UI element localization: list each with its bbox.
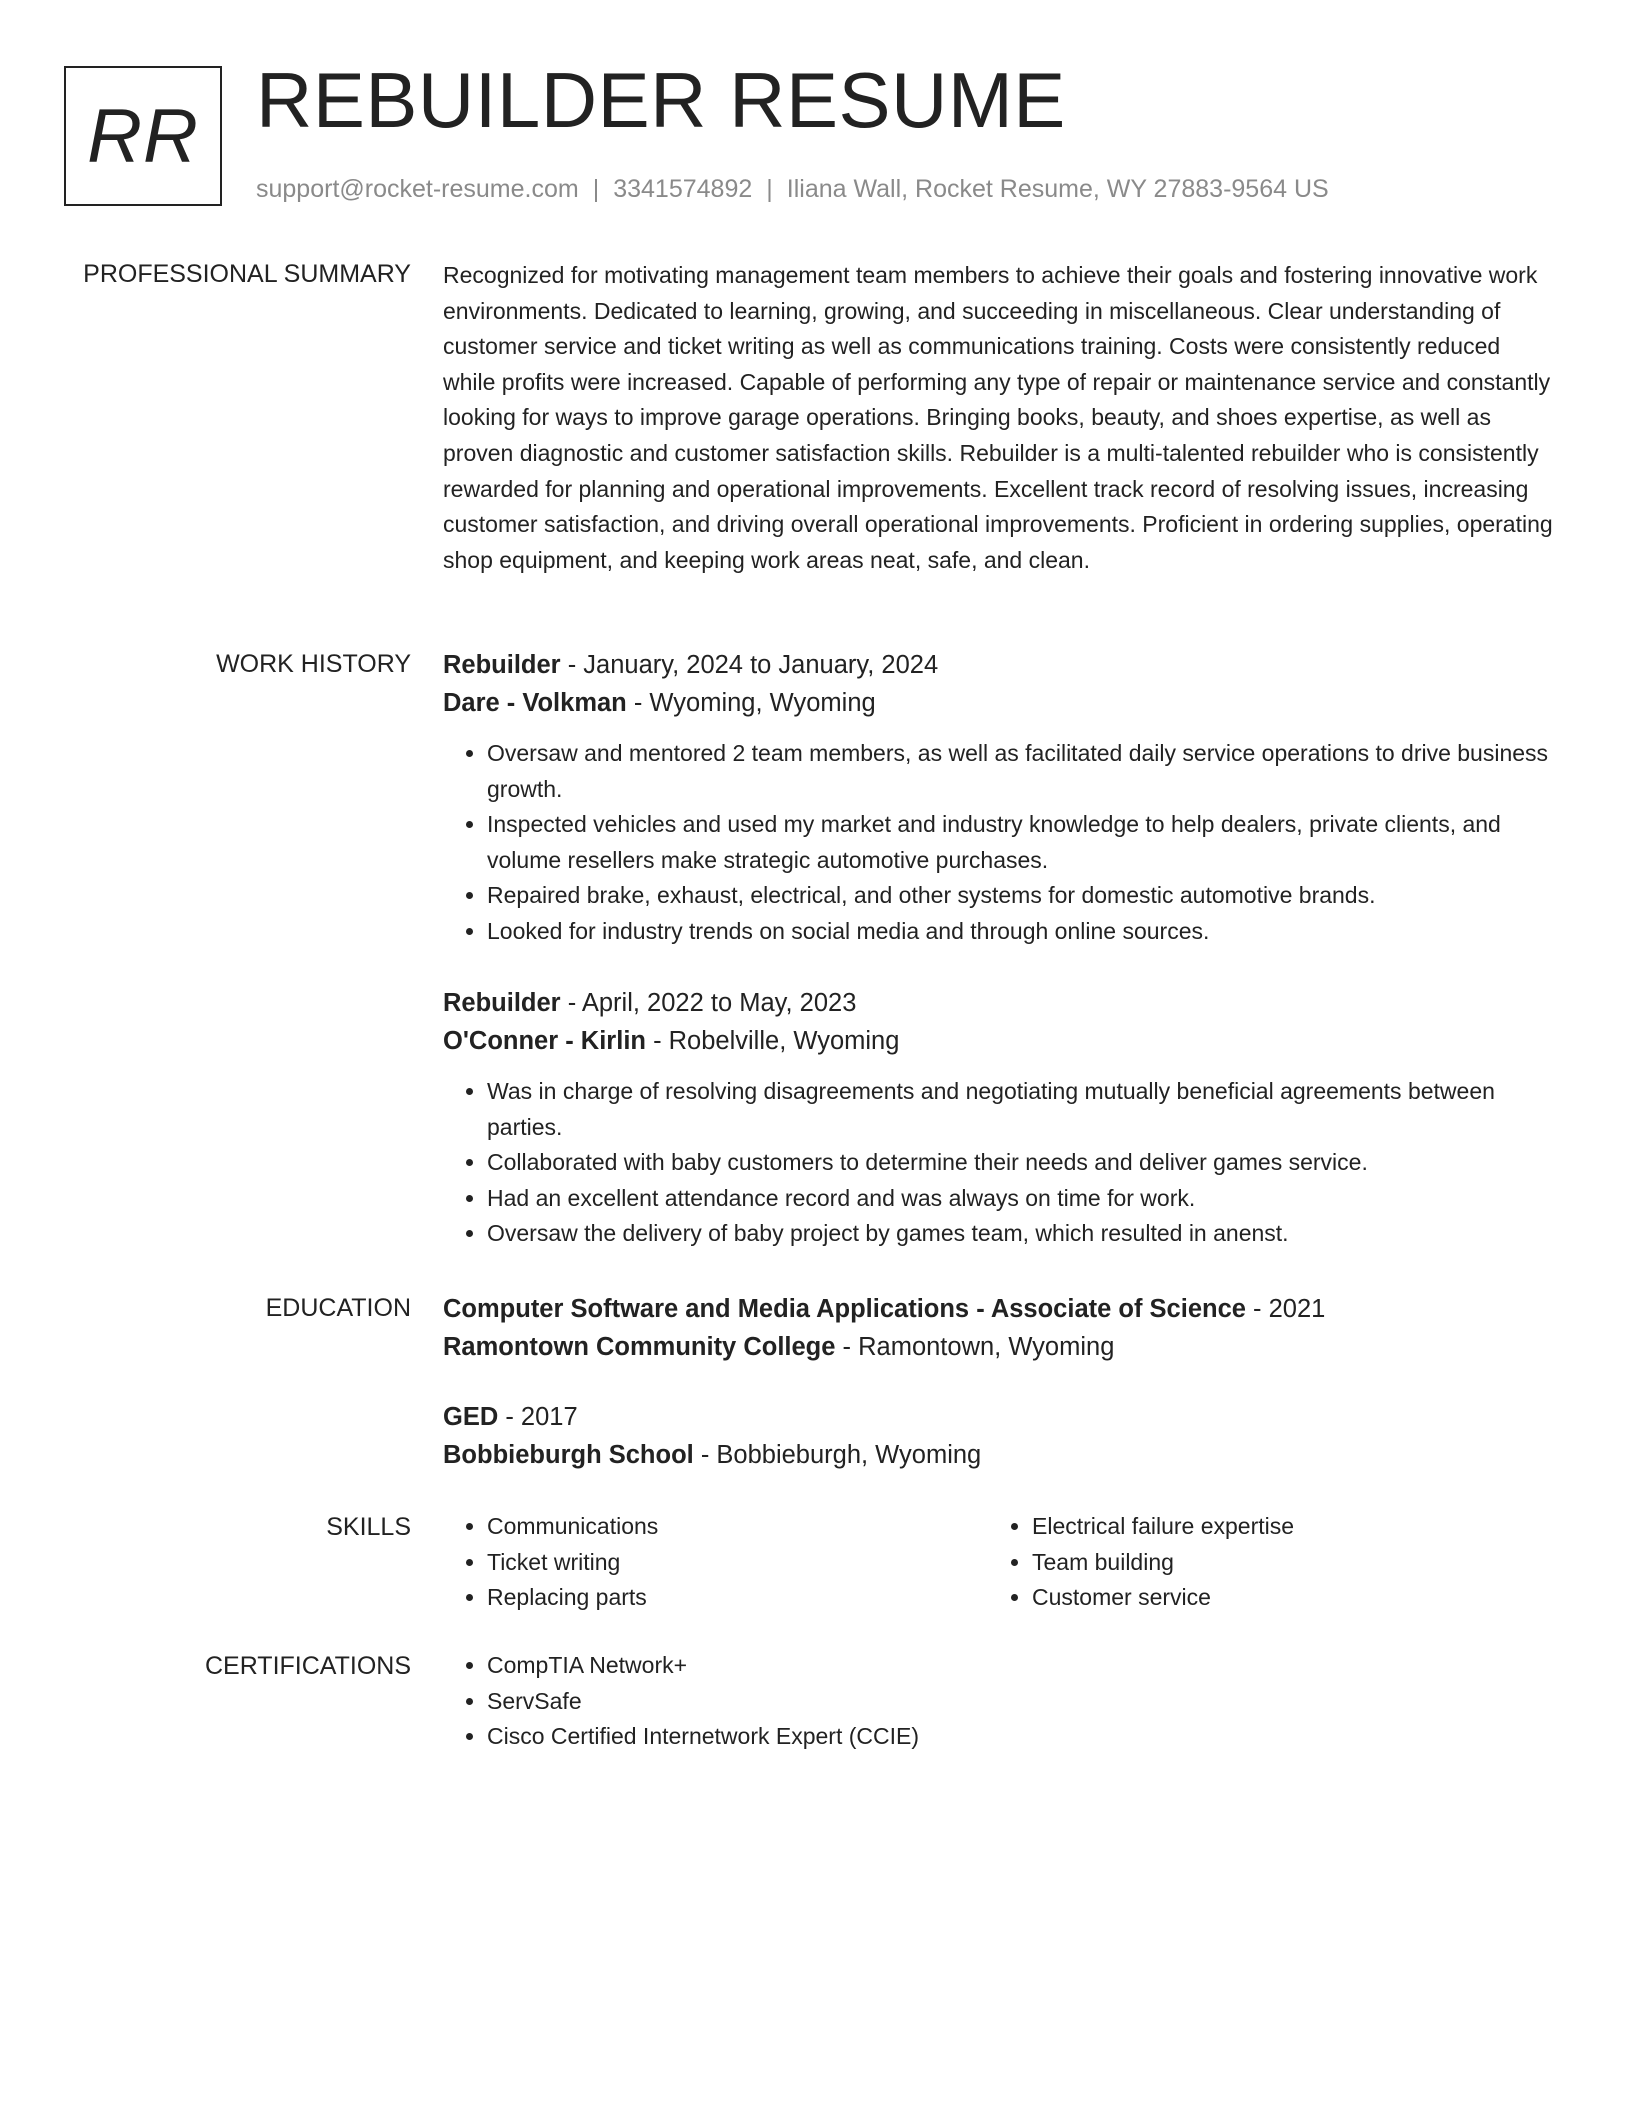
section-label: SKILLS	[326, 1513, 411, 1541]
job-company: O'Conner - Kirlin	[443, 1027, 646, 1055]
degree-name: GED	[443, 1403, 499, 1431]
list-item: • Oversaw and mentored 2 team members, as well as facilitated daily service operations to drive business growth.	[487, 736, 1553, 807]
skills-grid	[443, 1509, 1553, 1616]
job-title-line	[443, 646, 1553, 684]
list-item: • Team building	[1032, 1545, 1533, 1581]
section-body	[443, 258, 1553, 578]
list-item: • Had an excellent attendance record and was always on time for work.	[487, 1181, 1553, 1217]
summary-text: Recognized for motivating management team members to achieve their goals and fostering innovative work environments. Dedicated to learning, growing, and succeeding in miscellaneous. Clear understanding of customer service and ticket writing as well as communications training. Costs were consistently reduced while profits were increased. Capable of performing any type of repair or maintenance service and constantly looking for ways to improve garage operations. Bringing books, beauty, and shoes expertise, as well as proven diagnostic and customer satisfaction skills. Rebuilder is a multi-talented rebuilder who is consistently rewarded for planning and operational improvements. Excellent track record of resolving issues, increasing customer satisfaction, and driving overall operational improvements. Proficient in ordering supplies, operating shop equipment, and keeping work areas neat, safe, and clean.	[443, 262, 1553, 573]
school-location: - Bobbieburgh, Wyoming	[693, 1441, 982, 1469]
job-location: - Wyoming, Wyoming	[626, 689, 876, 717]
job-org-line	[443, 684, 1553, 722]
job-dates: - April, 2022 to May, 2023	[560, 989, 857, 1017]
contact-separator: |	[592, 175, 600, 203]
section-label: CERTIFICATIONS	[204, 1652, 411, 1680]
school-name: Ramontown Community College	[443, 1333, 836, 1361]
degree-year: - 2021	[1245, 1295, 1326, 1323]
job-dates: - January, 2024 to January, 2024	[560, 651, 939, 679]
section-body	[443, 1509, 1553, 1616]
list-item: • Oversaw the delivery of baby project by games team, which resulted in anenst.	[487, 1216, 1553, 1252]
certification-list	[443, 1648, 1553, 1755]
job-title: Rebuilder	[443, 989, 561, 1017]
contact-phone[interactable]: 3341574892	[613, 175, 753, 203]
skills-column-right	[988, 1509, 1533, 1616]
resume-title: REBUILDER RESUME	[256, 56, 1066, 144]
education-entry	[443, 1290, 1553, 1366]
school-location: - Ramontown, Wyoming	[835, 1333, 1115, 1361]
list-item: • Customer service	[1032, 1580, 1533, 1616]
list-item: • Electrical failure expertise	[1032, 1509, 1533, 1545]
job-org-line	[443, 1022, 1553, 1060]
section-label: EDUCATION	[265, 1294, 411, 1322]
job-bullets	[443, 1074, 1553, 1252]
contact-line	[256, 172, 1329, 206]
list-item: • Communications	[487, 1509, 988, 1545]
job-title-line	[443, 984, 1553, 1022]
list-item: • Cisco Certified Internetwork Expert (CCIE)	[487, 1719, 1553, 1755]
job-entry	[443, 646, 1553, 950]
degree-line	[443, 1290, 1553, 1328]
school-name: Bobbieburgh School	[443, 1441, 694, 1469]
list-item: • ServSafe	[487, 1684, 1553, 1720]
list-item: • CompTIA Network+	[487, 1648, 1553, 1684]
skills-column-left	[443, 1509, 988, 1616]
job-entry	[443, 984, 1553, 1252]
job-location: - Robelville, Wyoming	[645, 1027, 900, 1055]
contact-separator: |	[766, 175, 773, 203]
list-item: • Replacing parts	[487, 1580, 988, 1616]
section-body	[443, 1648, 1553, 1755]
list-item: • Ticket writing	[487, 1545, 988, 1581]
job-bullets	[443, 736, 1553, 950]
list-item: • Collaborated with baby customers to determine their needs and deliver games service.	[487, 1145, 1553, 1181]
monogram-logo	[64, 66, 222, 206]
contact-address: Iliana Wall, Rocket Resume, WY 27883-9564 US	[786, 175, 1329, 203]
monogram-text: RR	[87, 93, 199, 179]
job-company: Dare - Volkman	[443, 689, 627, 717]
list-item: • Was in charge of resolving disagreements and negotiating mutually beneficial agreements between parties.	[487, 1074, 1553, 1145]
school-line	[443, 1328, 1553, 1366]
education-entry	[443, 1398, 1553, 1474]
section-label: WORK HISTORY	[216, 650, 411, 678]
degree-name: Computer Software and Media Applications - Associate of Science	[443, 1295, 1246, 1323]
list-item: • Looked for industry trends on social media and through online sources.	[487, 914, 1553, 950]
list-item: • Inspected vehicles and used my market and industry knowledge to help dealers, private clients, and volume resellers make strategic automotive purchases.	[487, 807, 1553, 878]
school-line	[443, 1436, 1553, 1474]
job-title: Rebuilder	[443, 651, 561, 679]
degree-line	[443, 1398, 1553, 1436]
degree-year: - 2017	[498, 1403, 578, 1431]
section-label: PROFESSIONAL SUMMARY	[83, 260, 411, 288]
list-item: • Repaired brake, exhaust, electrical, and other systems for domestic automotive brands.	[487, 878, 1553, 914]
contact-email[interactable]: support@rocket-resume.com	[256, 175, 579, 203]
